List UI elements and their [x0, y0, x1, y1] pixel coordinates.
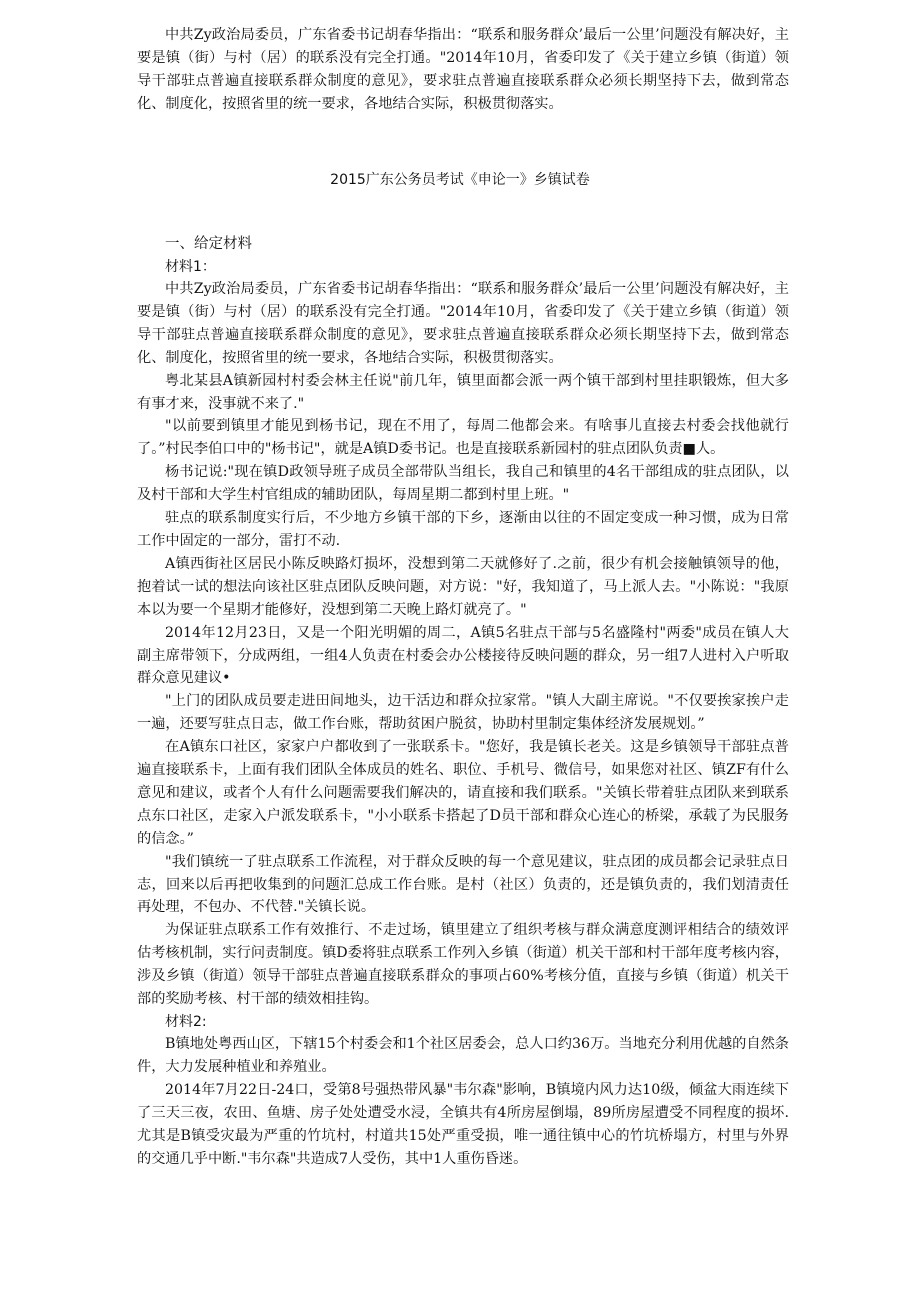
paragraph: 为保证驻点联系工作有效推行、不走过场，镇里建立了组织考核与群众满意度测评相结合的绩效评估考核机制，实行问责制度。镇D委将驻点联系工作列入乡镇（街道）机关干部和村干部年度考核内容，涉及乡镇（街道）领导干部驻点普遍直接联系群众的事项占60%考核分值，直接与乡镇（街道）机关干部的奖励考核、村干部的绩效相挂钩。 — [137, 922, 789, 1008]
paragraph: 驻点的联系制度实行后，不少地方乡镇干部的下乡，逐渐由以往的不固定变成一种习惯，成为日常工作中固定的一部分，雷打不动. — [137, 510, 789, 549]
paragraph: "上门的团队成员要走进田间地头，边干活边和群众拉家常。"镇人大副主席说。"不仅要挨家挨户走一遍，还要写驻点日志，做工作台账，帮助贫困户脱贫，协助村里制定集体经济发展规划。” — [137, 693, 789, 733]
paragraph: 杨书记说:"现在镇D政领导班子成员全部带队当组长，我自己和镇里的4名干部组成的驻点团队，以及村干部和大学生村官组成的辅助团队，每周星期二都到村里上班。" — [137, 464, 789, 504]
paragraph: 在A镇东口社区，家家户户都收到了一张联系卡。"您好，我是镇长老关。这是乡镇领导干部驻点普遍直接联系卡，上面有我们团队全体成员的姓名、职位、手机号、微信号，如果您对社区、镇ZF有什么意见和建议，或者个人有什么问题需要我们解决的，请直接和我们联系。"关镇长带着驻点团队来到联系点东口社区，走家入户派发联系卡，"小小联系卡搭起了D员干部和群众心连心的桥梁，承载了为民服务的信念。” — [137, 739, 789, 847]
paragraph: 中共Zy政治局委员，广东省委书记胡春华指出：“联系和服务群众’最后一公里’问题没有解决好，主要是镇（街）与村（居）的联系没有完全打通。"2014年10月，省委印发了《关于建立乡镇（街道）领导干部驻点普遍直接联系群众制度的意见》，要求驻点普遍直接联系群众必须长期坚持下去，做到常态化、制度化，按照省里的统一要求，各地结合实际，积极贯彻落实。 — [137, 281, 789, 366]
top-paragraph-block — [137, 24, 789, 116]
paragraph: A镇西街社区居民小陈反映路灯损坏，没想到第二天就修好了.之前，很少有机会接触镇领导的他，抱着试一试的想法向该社区驻点团队反映问题，对方说："好，我知道了，马上派人去。"小陈说："我原本以为要一个星期才能修好，没想到第二天晚上路灯就亮了。" — [137, 555, 789, 618]
top-paragraph: 中共Zy政治局委员，广东省委书记胡春华指出：“联系和服务群众’最后一公里’问题没有解决好，主要是镇（街）与村（居）的联系没有完全打通。"2014年10月，省委印发了《关于建立乡镇（街道）领导干部驻点普遍直接联系群众制度的意见》，要求驻点普遍直接联系群众必须长期坚持下去，做到常态化、制度化，按照省里的统一要求，各地结合实际，积极贯彻落实。 — [137, 27, 789, 112]
materials-section — [137, 233, 789, 1170]
paragraph: B镇地处粤西山区，下辖15个村委会和1个社区居委会，总人口约36万。当地充分利用优越的自然条件，大力发展种植业和养殖业。 — [137, 1036, 789, 1075]
paragraph: "以前要到镇里才能见到杨书记，现在不用了，每周二他都会来。有啥事儿直接去村委会找他就行了。”村民李伯口中的"杨书记"，就是A镇D委书记。也是直接联系新园村的驻点团队负责■人。 — [137, 418, 789, 458]
document-title: 2015广东公务员考试《申论一》乡镇试卷 — [330, 172, 590, 188]
paragraph: 2014年7月22日-24口，受第8号强热带风暴"韦尔森"影响，B镇境内风力达10级，倾盆大雨连续下了三天三夜，农田、鱼塘、房子处处遭受水浸，全镇共有4所房屋倒塌，89所房屋遭受不同程度的损坏.尤其是B镇受灾最为严重的竹坑村，村道共15处严重受损，唯一通往镇中心的竹坑桥塌方，村里与外界的交通几乎中断."韦尔森"共造成7人受伤，其中1人重伤昏迷。 — [137, 1081, 789, 1167]
material-2-label: 材料2: — [165, 1014, 207, 1030]
material-2-body — [137, 1033, 789, 1170]
paragraph: 粤北某县A镇新园村村委会林主任说"前几年，镇里面都会派一两个镇干部到村里挂职锻炼，但大多有事才来，没事就不来了." — [137, 372, 789, 412]
paragraph: "我们镇统一了驻点联系工作流程，对于群众反映的每一个意见建议，驻点团的成员都会记录驻点日志，回来以后再把收集到的问题汇总成工作台账。是村（社区）负责的，还是镇负责的，我们划清责任再处理，不包办、不代替."关镇长说。 — [137, 853, 789, 916]
material-1-label: 材料1： — [165, 259, 216, 275]
section-heading: 一、给定材料 — [165, 236, 252, 252]
material-1-body — [137, 278, 789, 1011]
paragraph: 2014年12月23日，又是一个阳光明媚的周二，A镇5名驻点干部与5名盛隆村"两委"成员在镇人大副主席带领下，分成两组，一组4人负责在村委会办公楼接待反映问题的群众，另一组7人进村入户听取群众意见建议• — [137, 624, 789, 687]
